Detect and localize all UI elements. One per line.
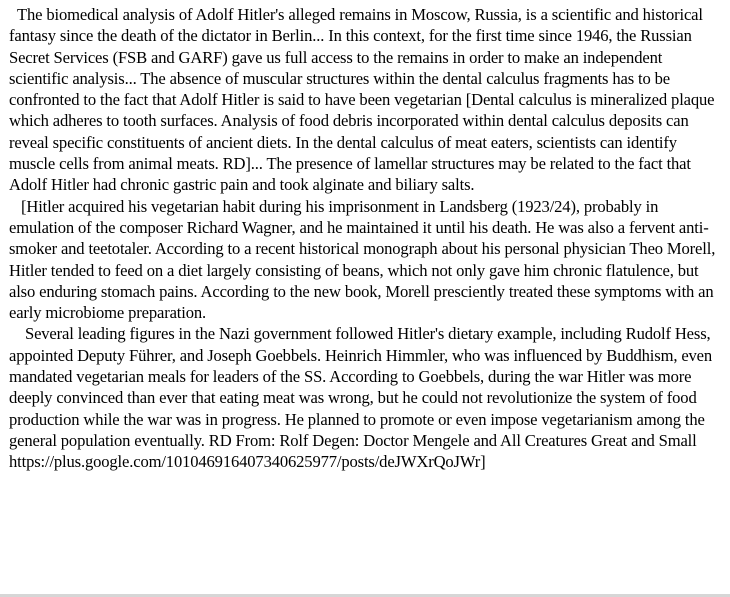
paragraph-remains-analysis: The biomedical analysis of Adolf Hitler's alleged remains in Moscow, Russia, is a scientific and historical fantasy since the death of the dictator in Berlin... In this context, for the first time since 1946, the Russian Secret Services (FSB and GARF) gave us full access to the remains in order to make an independent scientific analysis... The absence of muscular structures within the dental calculus fragments has to be confronted to the fact that Adolf Hitler is said to have been vegetarian [Dental calculus is mineralized plaque which adheres to tooth surfaces. Analysis of food debris incorporated within dental calculus deposits can reveal specific constituents of ancient diets. In the dental calculus of meat eaters, scientists can identify muscle cells from animal meats. RD]... The presence of lamellar structures may be related to the fact that Adolf Hitler had chronic gastric pain and took alginate and biliary salts. — [9, 5, 715, 195]
paragraph-vegetarian-habit: [Hitler acquired his vegetarian habit during his imprisonment in Landsberg (1923/24), probably in emulation of the composer Richard Wagner, and he maintained it until his death. He was also a fervent anti-smoker and teetotaler. According to a recent historical monograph about his personal physician Theo Morell, Hitler tended to feed on a diet largely consisting of beans, which not only gave him chronic flatulence, but also enduring stomach pains. According to the new book, Morell presciently treated these symptoms with an early microbiome preparation. — [9, 196, 716, 323]
page-right-edge — [726, 0, 730, 597]
paragraph-nazi-figures: Several leading figures in the Nazi government followed Hitler's dietary example, including Rudolf Hess, appointed Deputy Führer, and Joseph Goebbels. Heinrich Himmler, who was influenced by Buddhism, even mandated vegetarian meals for leaders of the SS. According to Goebbels, during the war Hitler was more deeply convinced than ever that eating meat was wrong, but he could not revolutionize the system of food production while the war was in progress. He planned to promote or even impose vegetarianism among the general population eventually. RD From: Rolf Degen: Doctor Mengele and All Creatures Great and Small https://plus.google.com/101046916407340625977/posts/deJWXrQoJWr] — [9, 324, 713, 472]
document-body — [9, 4, 721, 473]
